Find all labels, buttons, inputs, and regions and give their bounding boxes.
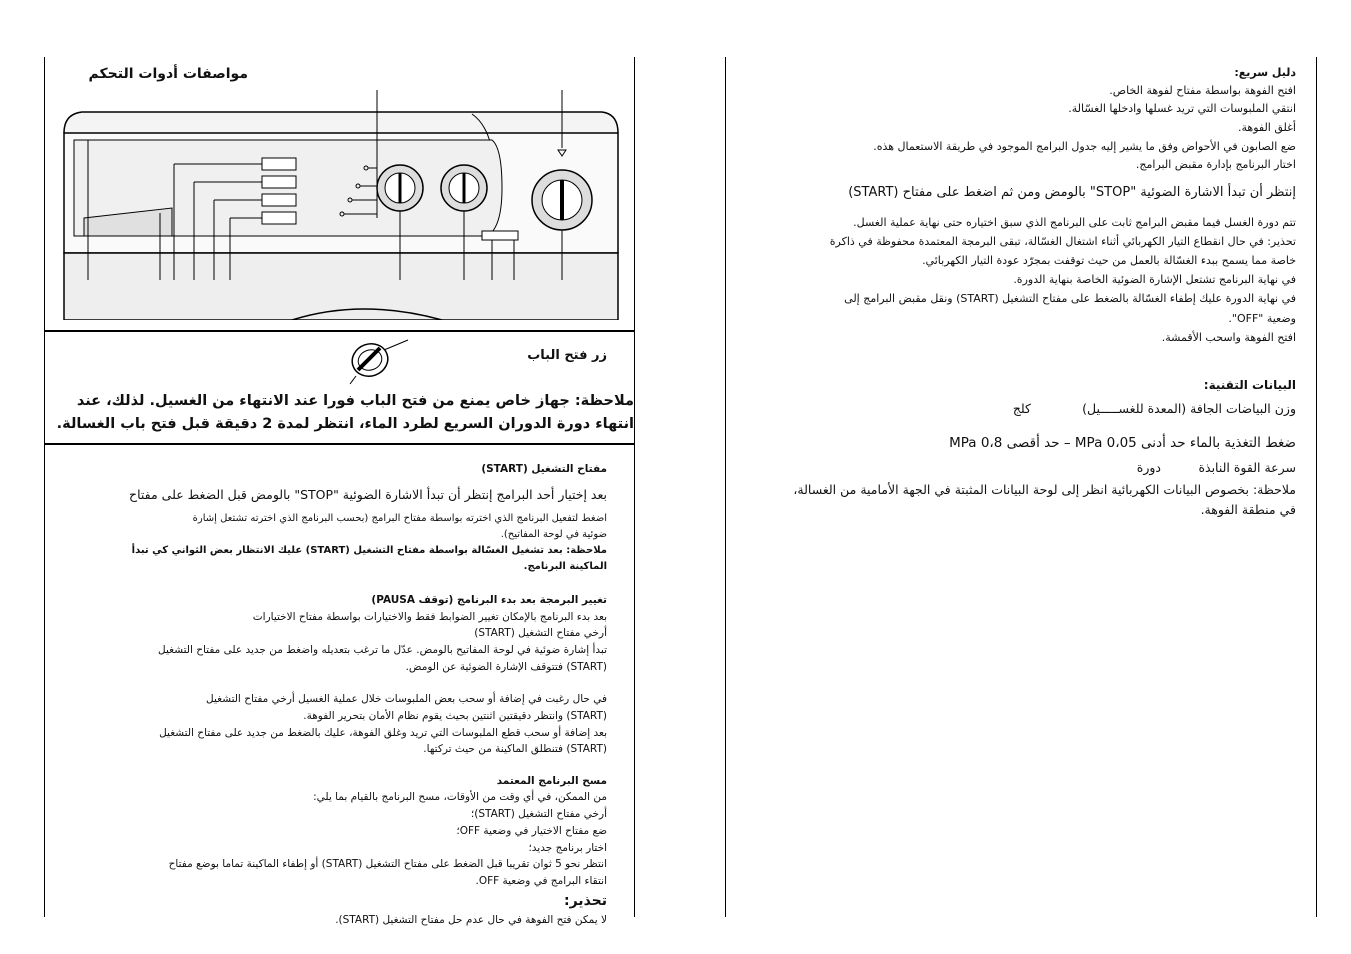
tech-spin-unit: دورة: [1136, 460, 1161, 475]
door-key-icon: [330, 338, 410, 386]
tech-note1: ملاحظة: بخصوص البيانات الكهربائية انظر إلى لوحة البيانات المثبتة في الجهة الأمامية من الغسالة،: [793, 482, 1296, 497]
pausa-line8: (START) فتنطلق الماكينة من حيث تركتها.: [423, 743, 607, 755]
pausa-line2: أرخي مفتاح التشغيل (START): [474, 627, 607, 639]
start-line2: اضغط لتفعيل البرنامج الذي اخترته بواسطة مفتاح البرامج (بحسب البرنامج الذي اخترته تشتعل إشارة: [192, 513, 607, 524]
cancel-line2: أرخي مفتاح التشغيل (START)؛: [470, 808, 607, 820]
pausa-line4: (START) فتتوقف الإشارة الضوئية عن الومض.: [405, 661, 607, 673]
quick-guide-line4: ضع الصابون في الأحواض وفق ما يشير إليه جدول البرامج الموجود في طريقة الاستعمال هذه.: [873, 140, 1296, 153]
quick-guide-line5: اختار البرنامج بإدارة مقبض البرامج.: [1135, 158, 1296, 171]
cancel-line4: اختار برنامج جديد؛: [528, 842, 607, 854]
quick-guide-line8: تحذير: في حال انقطاع التيار الكهربائي أثناء اشتغال الغسّالة، تبقى البرمجة المعتمدة محفوظة في ذاكرة: [829, 235, 1296, 248]
pausa-line3: تبدأ إشارة ضوئية في لوحة المفاتيح بالومض. عدّل ما ترغب بتعديله واضغط من جديد على مفتاح التشغيل: [158, 644, 607, 656]
control-panel-diagram: [62, 88, 622, 320]
cancel-heading: مسح البرنامج المعتمد: [496, 775, 607, 787]
left-page-right-border: [634, 57, 635, 917]
cancel-line3: ضع مفتاح الاختيار في وضعية OFF؛: [456, 825, 607, 837]
right-page-left-border: [725, 57, 726, 917]
start-note2: الماكينة البرنامج.: [523, 561, 607, 572]
tech-weight-unit: كلج: [1012, 401, 1031, 416]
start-heading: مفتاح التشغيل (START): [481, 463, 607, 475]
quick-guide-line3: أغلق الفوهة.: [1238, 121, 1296, 134]
quick-guide-heading: دليل سريع:: [1234, 66, 1296, 79]
pausa-line1: بعد بدء البرنامج بالإمكان تغيير الضوابط فقط والاختيارات بواسطة مفتاح الاختيارات: [252, 611, 607, 623]
cancel-line6: انتقاء البرامج في وضعية OFF.: [475, 875, 607, 887]
divider-2: [44, 443, 635, 445]
pausa-line5: في حال رغبت في إضافة أو سحب بعض الملبوسات خلال عملية الغسيل أرخي مفتاح التشغيل: [206, 693, 607, 705]
controls-title: مواصفات أدوات التحكم: [88, 66, 248, 82]
quick-guide-line2: انتقي الملبوسات التي تريد غسلها وادخلها الغسّالة.: [1068, 102, 1296, 115]
door-note-line2: انتهاء دورة الدوران السريع لطرد الماء، انتظر لمدة 2 دقيقة قبل فتح باب الغسالة.: [56, 416, 634, 432]
tech-note2: في منطقة الفوهة.: [1200, 502, 1296, 517]
tech-weight: وزن البياضات الجافة (المعدة للغســـــيل): [1082, 401, 1296, 416]
quick-guide-line11: في نهاية الدورة عليك إطفاء الغسّالة بالضغط على مفتاح التشغيل (START) ونقل مقبض البرامج إلى: [844, 292, 1296, 305]
quick-guide-line12: وضعية "OFF".: [1228, 312, 1296, 325]
right-page-right-border: [1316, 57, 1317, 917]
start-line1: بعد إختيار أحد البرامج إنتظر أن تبدأ الاشارة الضوئية "STOP" بالومض قبل الضغط على مفتاح: [129, 487, 607, 502]
cancel-line1: من الممكن، في أي وقت من الأوقات، مسح البرنامج بالقيام بما يلي:: [313, 791, 607, 803]
quick-guide-line10: في نهاية البرنامج تشتعل الإشارة الضوئية الخاصة بنهاية الدورة.: [1013, 273, 1296, 286]
quick-guide-line9: خاصة مما يسمح ببدء الغسّالة بالعمل من حيث توقفت بمجرّد عودة التيار الكهربائي.: [922, 254, 1296, 267]
warning-text: لا يمكن فتح الفوهة في حال عدم حل مفتاح التشغيل (START).: [335, 914, 607, 926]
quick-guide-line13: افتح الفوهة واسحب الأقمشة.: [1161, 331, 1296, 344]
tech-spin: سرعة القوة النابذة: [1198, 460, 1296, 475]
quick-guide-line1: افتح الفوهة بواسطة مفتاح لفوهة الخاص.: [1109, 84, 1296, 97]
cancel-line5: انتظر نحو 5 ثوان تقريبا قبل الضغط على مفتاح التشغيل (START) أو إطفاء الماكينة تماما بوضع مفتاح: [168, 858, 607, 870]
quick-guide-line6: إنتظر أن تبدأ الاشارة الضوئية "STOP" بالومض ومن ثم اضغط على مفتاح (START): [848, 185, 1296, 200]
start-line3: ضوئية في لوحة المفاتيح).: [500, 529, 607, 540]
quick-guide-line7: تتم دورة الغسل فيما مقبض البرامج ثابت على البرنامج الذي سبق اختياره حتى نهاية عملية الغسل.: [853, 216, 1296, 229]
divider-1: [44, 330, 635, 332]
tech-data-heading: البيانات التقنية:: [1203, 378, 1296, 392]
door-note-line1: ملاحظة: جهاز خاص يمنع من فتح الباب فورا عند الانتهاء من الغسيل. لذلك، عند: [76, 393, 634, 409]
start-note1: ملاحظة: بعد تشغيل الغسّالة بواسطة مفتاح التشغيل (START) عليك الانتظار بعض الثواني كي تبدأ: [131, 545, 607, 556]
pausa-line6: (START) وانتظر دقيقتين اثنتين بحيث يقوم نظام الأمان بتحرير الفوهة.: [303, 710, 607, 722]
door-title: زر فتح الباب: [527, 348, 607, 363]
tech-pressure: ضغط التغذية بالماء حد أدنى MPa 0،05 – حد أقصى MPa 0،8: [949, 435, 1296, 451]
warning-heading: تحذير:: [564, 893, 607, 909]
pausa-heading: تغيير البرمجة بعد بدء البرنامج (توقف PAUSA): [371, 594, 607, 606]
pausa-line7: بعد إضافة أو سحب قطع الملبوسات التي تريد وغلق الفوهة، عليك بالضغط من جديد على مفتاح التشغيل: [159, 727, 607, 739]
left-page-left-border: [44, 57, 45, 917]
